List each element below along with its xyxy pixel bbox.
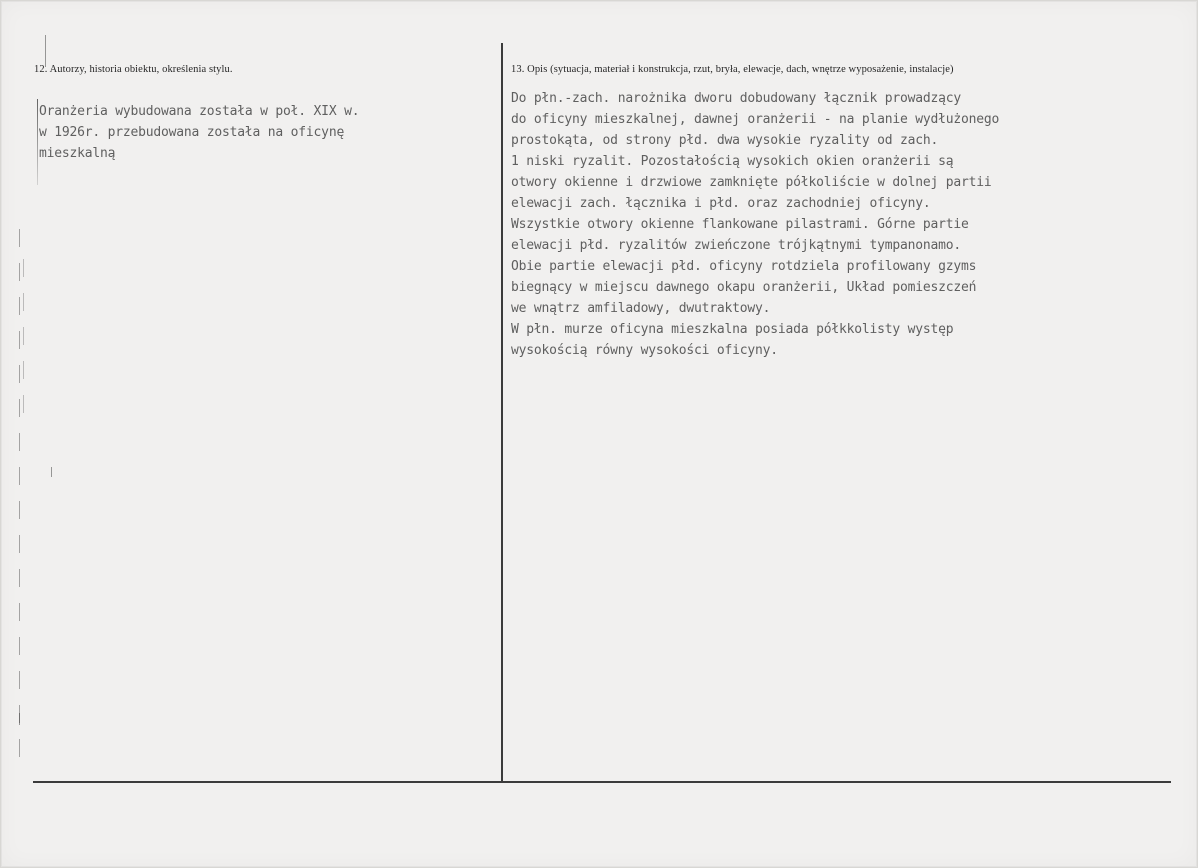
section-13-line: otwory okienne i drzwiowe zamknięte półkoliście w dolnej partii (511, 175, 992, 190)
section-13-line: do oficyny mieszkalnej, dawnej oranżerii - na planie wydłużonego (511, 112, 1000, 127)
section-12-line: w 1926r. przebudowana została na oficynę (39, 125, 345, 140)
top-left-mark (45, 35, 46, 67)
left-stray-mark-lower (19, 713, 20, 725)
left-text-bracket (37, 99, 38, 185)
bottom-rule (33, 781, 1171, 783)
left-margin-line (19, 229, 20, 769)
section-13-line: W płn. murze oficyna mieszkalna posiada półkkolisty występ (511, 322, 954, 337)
section-13-line: Obie partie elewacji płd. oficyny rotdziela profilowany gzyms (511, 259, 977, 274)
section-12-line: mieszkalną (39, 146, 116, 161)
section-13-line: Do płn.-zach. narożnika dworu dobudowany łącznik prowadzący (511, 91, 961, 106)
section-12-line: Oranżeria wybudowana została w poł. XIX w. (39, 104, 360, 119)
section-13-line: elewacji płd. ryzalitów zwieńczone trójkątnymi tympanonamo. (511, 238, 961, 253)
section-13-line: we wnątrz amfiladowy, dwutraktowy. (511, 301, 771, 316)
left-margin-line-short (23, 259, 24, 429)
section-13-line: biegnący w miejscu dawnego okapu oranżerii, Układ pomieszczeń (511, 280, 977, 295)
section-13-line: elewacji zach. łącznika i płd. oraz zachodniej oficyny. (511, 196, 931, 211)
section-12-text (39, 101, 359, 164)
section-13-text (511, 88, 999, 361)
section-13-line: Wszystkie otwory okienne flankowane pilastrami. Górne partie (511, 217, 969, 232)
center-divider (501, 43, 503, 783)
section-13-line: prostokąta, od strony płd. dwa wysokie ryzality od zach. (511, 133, 939, 148)
section-12-header: 12. Autorzy, historia obiektu, określenia stylu. (34, 64, 233, 75)
left-stray-mark (51, 467, 52, 477)
section-13-line: wysokością równy wysokości oficyny. (511, 343, 778, 358)
section-13-line: 1 niski ryzalit. Pozostałością wysokich okien oranżerii są (511, 154, 954, 169)
section-13-header: 13. Opis (sytuacja, materiał i konstrukcja, rzut, bryła, elewacje, dach, wnętrze wyposażenie, instalacje) (511, 64, 954, 75)
